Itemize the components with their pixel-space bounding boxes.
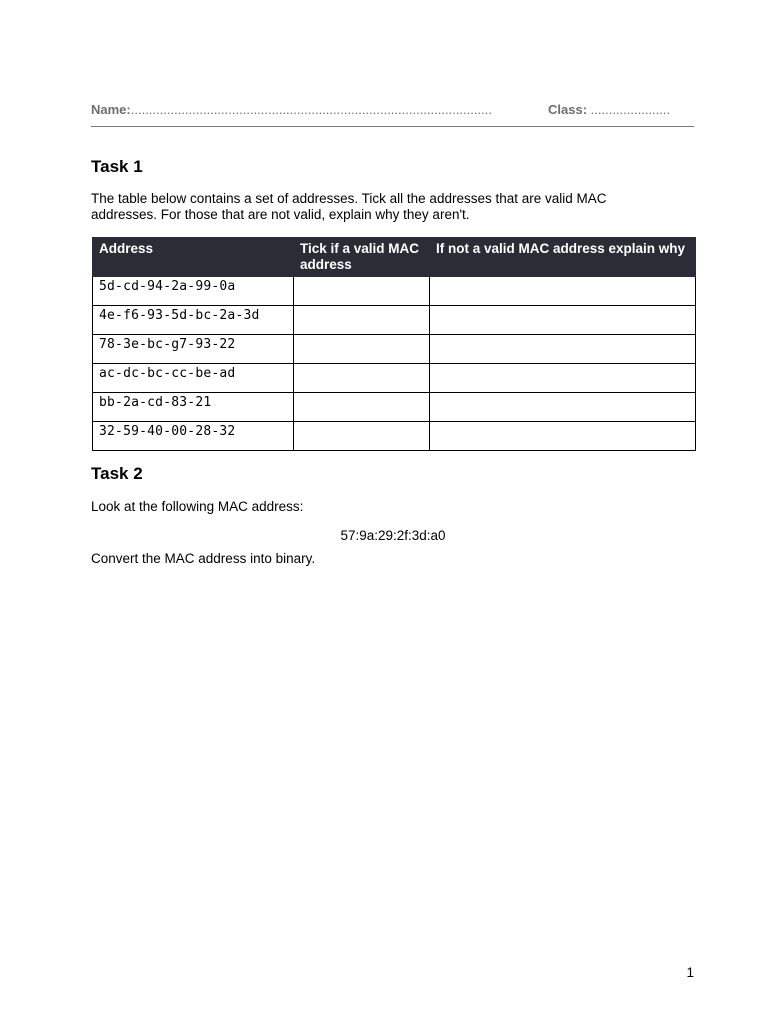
task2-instruction: Convert the MAC address into binary. — [91, 551, 316, 566]
address-cell: 32-59-40-00-28-32 — [93, 422, 294, 451]
explain-cell[interactable] — [430, 277, 696, 306]
student-details-line — [91, 102, 694, 120]
table-header-row — [93, 238, 696, 277]
mac-address-table — [92, 237, 696, 451]
tick-cell[interactable] — [294, 335, 430, 364]
explain-cell[interactable] — [430, 393, 696, 422]
name-field[interactable] — [91, 102, 492, 117]
tick-cell[interactable] — [294, 364, 430, 393]
column-header-explain: If not a valid MAC address explain why — [430, 238, 696, 277]
address-cell: 5d-cd-94-2a-99-0a — [93, 277, 294, 306]
tick-cell[interactable] — [294, 422, 430, 451]
task2-intro: Look at the following MAC address: — [91, 499, 304, 514]
address-cell: 78-3e-bc-g7-93-22 — [93, 335, 294, 364]
table-row — [93, 422, 696, 451]
task2-heading: Task 2 — [91, 464, 143, 483]
name-blank: .................................................................................................... — [130, 102, 492, 117]
tick-cell[interactable] — [294, 393, 430, 422]
mac-address-display: 57:9a:29:2f:3d:a0 — [340, 528, 446, 543]
class-blank: ...................... — [590, 102, 671, 117]
address-cell: 4e-f6-93-5d-bc-2a-3d — [93, 306, 294, 335]
column-header-address: Address — [93, 238, 294, 277]
class-label: Class: — [548, 102, 588, 117]
address-cell: ac-dc-bc-cc-be-ad — [93, 364, 294, 393]
explain-cell[interactable] — [430, 306, 696, 335]
explain-cell[interactable] — [430, 422, 696, 451]
class-field[interactable] — [548, 102, 670, 117]
column-header-tick: Tick if a valid MAC address — [294, 238, 430, 277]
task1-heading: Task 1 — [91, 157, 143, 176]
address-cell: bb-2a-cd-83-21 — [93, 393, 294, 422]
tick-cell[interactable] — [294, 277, 430, 306]
tick-cell[interactable] — [294, 306, 430, 335]
explain-cell[interactable] — [430, 335, 696, 364]
name-label: Name: — [91, 102, 131, 117]
explain-cell[interactable] — [430, 364, 696, 393]
table-row — [93, 364, 696, 393]
header-divider — [91, 126, 694, 127]
task1-instructions: The table below contains a set of addresses. Tick all the addresses that are valid MAC addresses. For those that are not valid, explain why they aren't. — [91, 191, 607, 222]
table-row — [93, 393, 696, 422]
table-row — [93, 335, 696, 364]
page-number: 1 — [686, 965, 694, 980]
table-row — [93, 277, 696, 306]
table-row — [93, 306, 696, 335]
